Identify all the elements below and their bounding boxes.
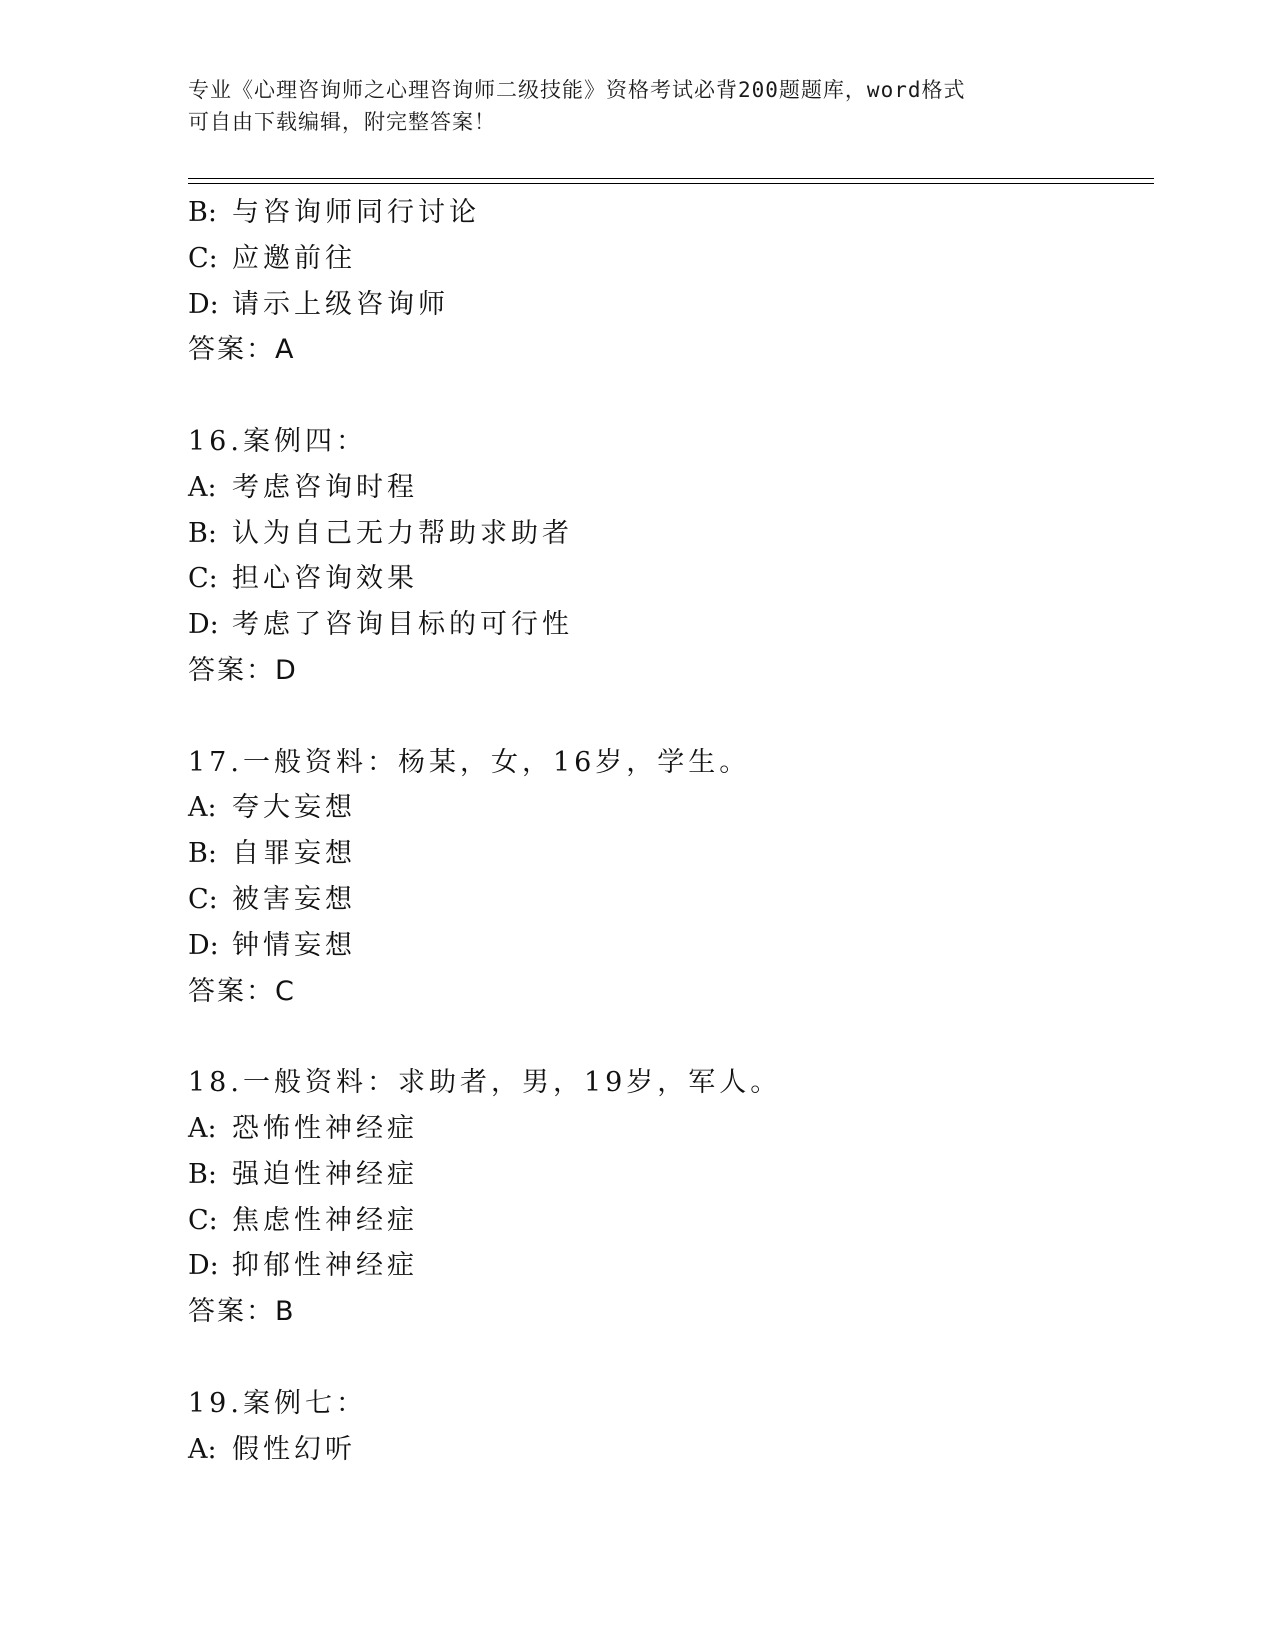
option-label: D:	[188, 609, 219, 641]
option-text: 强迫性神经症	[232, 1158, 418, 1190]
header-line-1: 专业《心理咨询师之心理咨询师二级技能》资格考试必背200题题库，word格式	[188, 78, 966, 102]
option-text: 抑郁性神经症	[232, 1250, 418, 1282]
answer-line: 答案：A	[188, 334, 296, 366]
document-header	[188, 74, 1088, 138]
option-label: C:	[188, 883, 218, 915]
header-divider-top	[188, 178, 1154, 179]
option-text: 钟情妄想	[232, 929, 356, 961]
header-line-2: 可自由下载编辑，附完整答案！	[188, 110, 496, 134]
option-row	[188, 1243, 1148, 1289]
option-label: D:	[188, 1250, 219, 1282]
option-row	[188, 1198, 1148, 1244]
question-stem: 16.案例四：	[188, 425, 367, 457]
option-row	[188, 556, 1148, 602]
option-row	[188, 831, 1148, 877]
option-text: 被害妄想	[232, 883, 356, 915]
option-text: 与咨询师同行讨论	[232, 197, 480, 228]
option-label: A:	[188, 792, 217, 824]
answer-line: 答案：C	[188, 975, 296, 1007]
option-row	[188, 511, 1148, 557]
option-label: B:	[188, 197, 217, 228]
option-text: 应邀前往	[232, 242, 356, 274]
option-row	[188, 923, 1148, 969]
option-text: 夸大妄想	[232, 792, 356, 824]
option-row	[188, 602, 1148, 648]
answer-line: 答案：B	[188, 1296, 296, 1328]
option-label: C:	[188, 563, 218, 595]
header-divider-bottom	[188, 183, 1154, 184]
option-label: C:	[188, 1204, 218, 1236]
option-text: 假性幻听	[232, 1433, 356, 1465]
option-text: 认为自己无力帮助求助者	[232, 517, 573, 549]
option-label: A:	[188, 1112, 217, 1144]
option-row	[188, 785, 1148, 831]
option-text: 请示上级咨询师	[232, 288, 449, 320]
option-text: 考虑了咨询目标的可行性	[232, 609, 573, 641]
option-row	[188, 1152, 1148, 1198]
option-label: B:	[188, 838, 217, 870]
option-text: 自罪妄想	[232, 838, 356, 870]
option-row	[188, 190, 1148, 236]
answer-line: 答案：D	[188, 654, 298, 686]
option-text: 恐怖性神经症	[232, 1112, 418, 1144]
option-label: D:	[188, 288, 219, 320]
option-row	[188, 1427, 1148, 1473]
option-row	[188, 465, 1148, 511]
option-label: A:	[188, 471, 217, 503]
question-stem: 17.一般资料：杨某，女，16岁，学生。	[188, 746, 751, 778]
question-stem: 19.案例七：	[188, 1387, 367, 1419]
option-row	[188, 236, 1148, 282]
option-text: 焦虑性神经症	[232, 1204, 418, 1236]
option-label: B:	[188, 1158, 217, 1190]
option-label: D:	[188, 929, 219, 961]
option-row	[188, 282, 1148, 328]
option-label: B:	[188, 517, 217, 549]
option-label: C:	[188, 242, 218, 274]
option-row	[188, 877, 1148, 923]
option-text: 担心咨询效果	[232, 563, 418, 595]
question-stem: 18.一般资料：求助者，男，19岁，军人。	[188, 1067, 782, 1099]
question-list	[188, 190, 1148, 1472]
option-label: A:	[188, 1433, 217, 1465]
option-row	[188, 1106, 1148, 1152]
option-text: 考虑咨询时程	[232, 471, 418, 503]
